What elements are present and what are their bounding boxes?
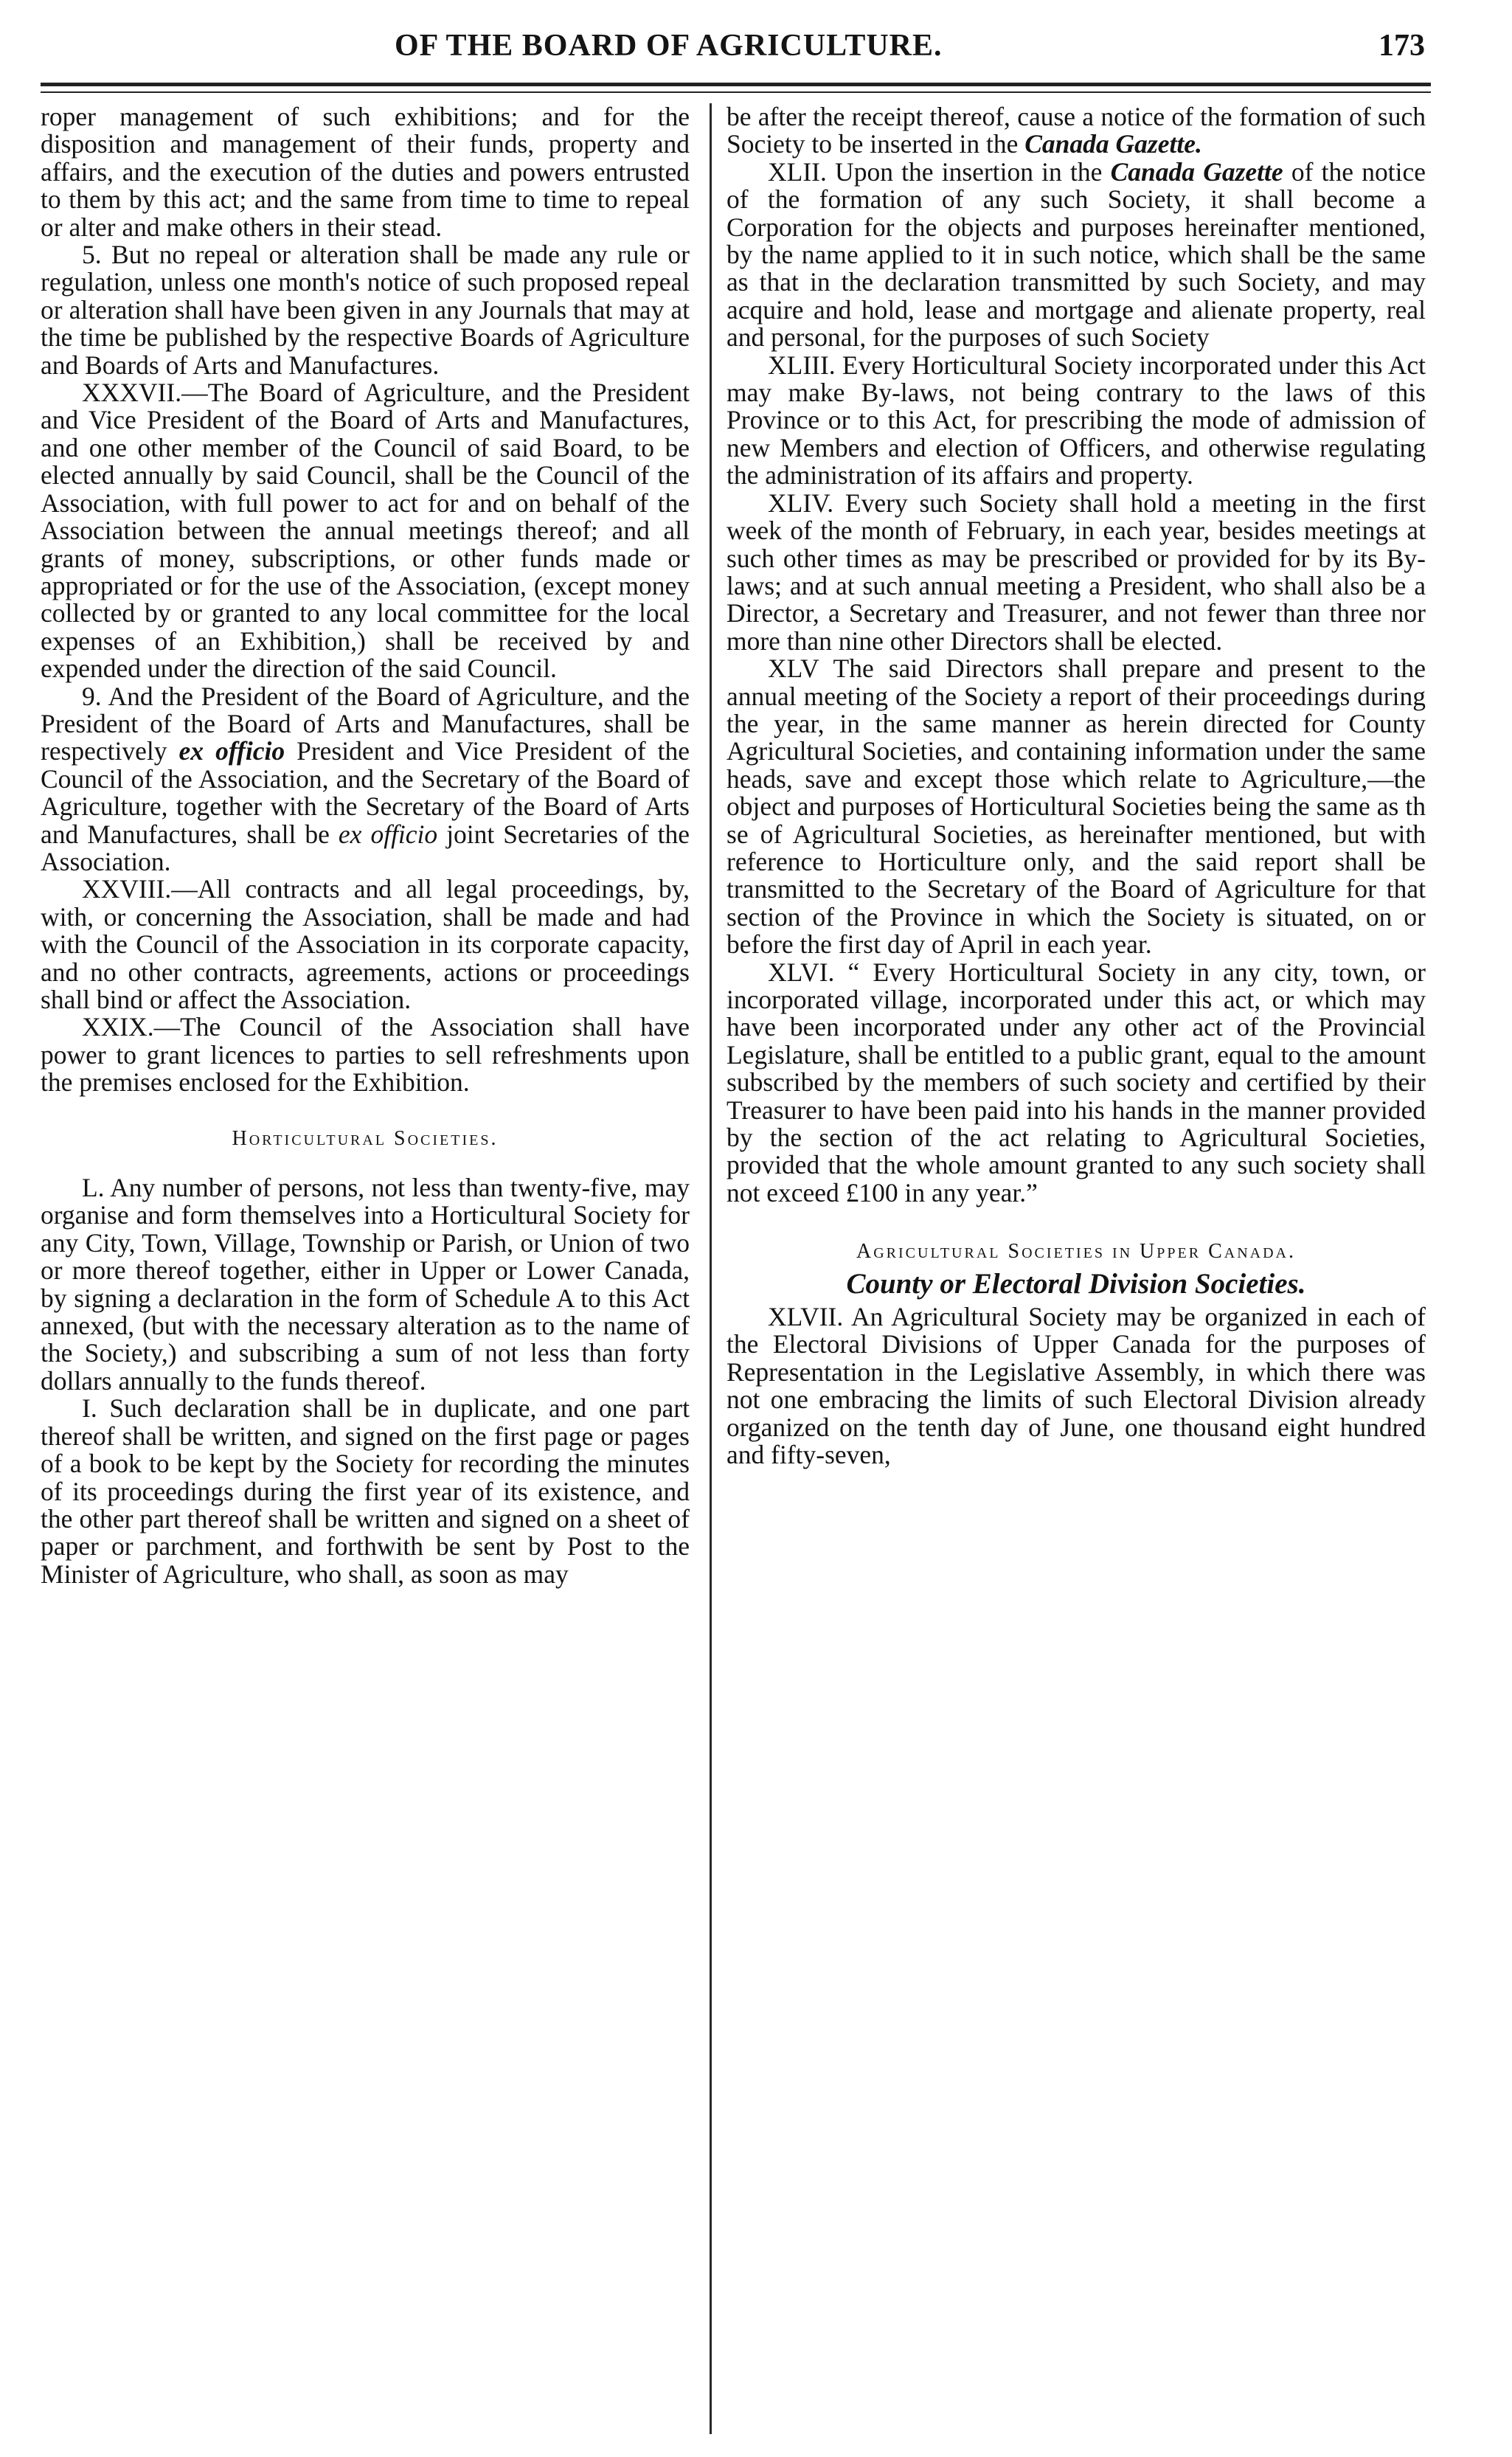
paragraph: 5. But no repeal or alteration shall be made any rule or regulation, unless one month's notice of such proposed repeal or alteration shall have been given in any Journals that may at the time be published by the respective Boards of Agriculture and Boards of Arts and Manufactures. bbox=[41, 240, 690, 380]
paragraph: XLIII. Every Horticultural Society incorporated under this Act may make By-laws, not being contrary to the laws of this Province or to this Act, for prescribing the mode of admission of new Members and election of Officers, and otherwise regulating the administration of its affairs and property. bbox=[726, 350, 1426, 491]
section-subheading: County or Electoral Division Societies. bbox=[846, 1267, 1306, 1300]
paragraph: roper management of such exhibitions; and for the disposition and management of their funds, property and affairs, and the execution of the duties and powers entrusted to them by this act; and the same from time to time to repeal or alter and make others in their stead. bbox=[41, 102, 690, 242]
paragraph: XLVI. “ Every Horticultural Society in any city, town, or incorporated village, incorporated under this act, or which may have been incorporated under any other act of the Provincial Legislature, shall be entitled to a public grant, equal to the amount subscribed by the members of such society and certified by their Treasurer to have been paid into his hands in the manner provided by the section of the act relating to Agricultural Societies, provided that the whole amount granted to any such society shall not exceed £100 in any year.” bbox=[726, 957, 1426, 1207]
italic-term: Canada Gazette. bbox=[1024, 129, 1202, 159]
paragraph: XLVII. An Agricultural Society may be organized in each of the Electoral Divisions of Upper Canada for the purposes of Representation in the Legislative Assembly, in which there was not one embracing the limits of such Electoral Division already organized on the tenth day of June, one thousand eight hundred and fifty-seven, bbox=[726, 1302, 1426, 1470]
italic-term: Canada Gazette bbox=[1110, 156, 1283, 187]
left-column bbox=[41, 103, 690, 1588]
text-run: President and Vice President of the Council of the Association, and the Secretary of the Board of Agriculture, together with the Secretary of the Board of Arts and Manufactures, shall be bbox=[41, 736, 690, 849]
paragraph bbox=[726, 103, 1426, 159]
paragraph bbox=[41, 683, 690, 876]
paragraph: XXIX.—The Council of the Association shall have power to grant licences to parties to sell refreshments upon the premises enclosed for the Exhibition. bbox=[41, 1012, 690, 1098]
running-title: OF THE BOARD OF AGRICULTURE. bbox=[395, 29, 943, 63]
header-rule-thin bbox=[41, 91, 1431, 93]
paragraph: XLIV. Every such Society shall hold a meeting in the first week of the month of February, in each year, besides meetings at such other times as may be prescribed or provided for by its By-laws; and at such annual meeting a President, who shall also be a Director, a Secretary and Treasurer, and not fewer than three nor more than nine other Directors shall be elected. bbox=[726, 488, 1426, 656]
header-rule-thick bbox=[41, 83, 1431, 86]
page-number: 173 bbox=[1379, 29, 1425, 63]
italic-term: ex officio bbox=[338, 819, 438, 849]
text-run: be after the receipt thereof, cause a notice of the formation of such Society to be inserted in the bbox=[726, 102, 1426, 159]
text-run: 9. And the President of the Board of Agriculture, and the President of the Board of Arts and Manufactures, shall be respectively bbox=[41, 681, 690, 766]
text-run: of the notice of the formation of any such Society, it shall become a Corporation for the objects and purposes hereinafter mentioned, by the name applied to it in such notice, which shall be the same as that in the declaration transmitted by such Society, and may acquire and hold, lease and mortgage and alienate property, real and personal, for the purposes of such Society bbox=[726, 156, 1426, 353]
paragraph: XXVIII.—All contracts and all legal proceedings, by, with, or concerning the Association, shall be made and had with the Council of the Association in its corporate capacity, and no other contracts, agreements, actions or proceedings shall bind or affect the Association. bbox=[41, 874, 690, 1014]
paragraph: XXXVII.—The Board of Agriculture, and the President and Vice President of the Board of Arts and Manufactures, and one other member of the Council of said Board, to be elected annually by said Council, shall be the Council of the Association, with full power to act for and on behalf of the Association between the annual meetings thereof; and all grants of money, subscriptions, or other funds made or appropriated or for the use of the Association, (except money collected by or granted to any local committee for the local expenses of an Exhibition,) shall be received by and expended under the direction of the said Council. bbox=[41, 378, 690, 684]
column-divider bbox=[710, 103, 712, 2434]
italic-term: ex officio bbox=[178, 736, 285, 766]
paragraph bbox=[726, 156, 1426, 353]
section-heading: Agricultural Societies in Upper Canada. bbox=[856, 1240, 1296, 1264]
paragraph: I. Such declaration shall be in duplicate, and one part thereof shall be written, and signed on the first page or pages of a book to be kept by the Society for recording the minutes of its proceedings during the first year of its existence, and the other part thereof shall be written and signed on a sheet of paper or parchment, and forthwith be sent by Post to the Minister of Agriculture, who shall, as soon as may bbox=[41, 1393, 690, 1589]
text-run: XLII. Upon the insertion in the bbox=[768, 156, 1111, 187]
text-run: joint Secretaries of the Association. bbox=[41, 819, 690, 876]
paragraph: XLV The said Directors shall prepare and present to the annual meeting of the Society a report of their proceedings during the year, in the same manner as herein directed for County Agricultural Societies, and containing information under the same heads, save and except those which relate to Agriculture,—the object and purposes of Horticultural Societies being the same as th se of Agricultural Societies, as hereinafter mentioned, but with reference to Horticulture only, and the said report shall be transmitted to the Secretary of the Board of Agriculture for that section of the Province in which the Society is situated, on or before the first day of April in each year. bbox=[726, 654, 1426, 960]
page-header bbox=[0, 28, 1512, 72]
paragraph: L. Any number of persons, not less than twenty-five, may organise and form themselves into a Horticultural Society for any City, Town, Village, Township or Parish, or Union of two or more thereof together, either in Upper or Lower Canada, by signing a declaration in the form of Schedule A to this Act annexed, (but with the necessary alteration as to the name of the Society,) and subscribing a sum of not less than forty dollars annually to the funds thereof. bbox=[41, 1173, 690, 1396]
right-column bbox=[726, 103, 1426, 1469]
section-heading: Horticultural Societies. bbox=[232, 1126, 499, 1150]
